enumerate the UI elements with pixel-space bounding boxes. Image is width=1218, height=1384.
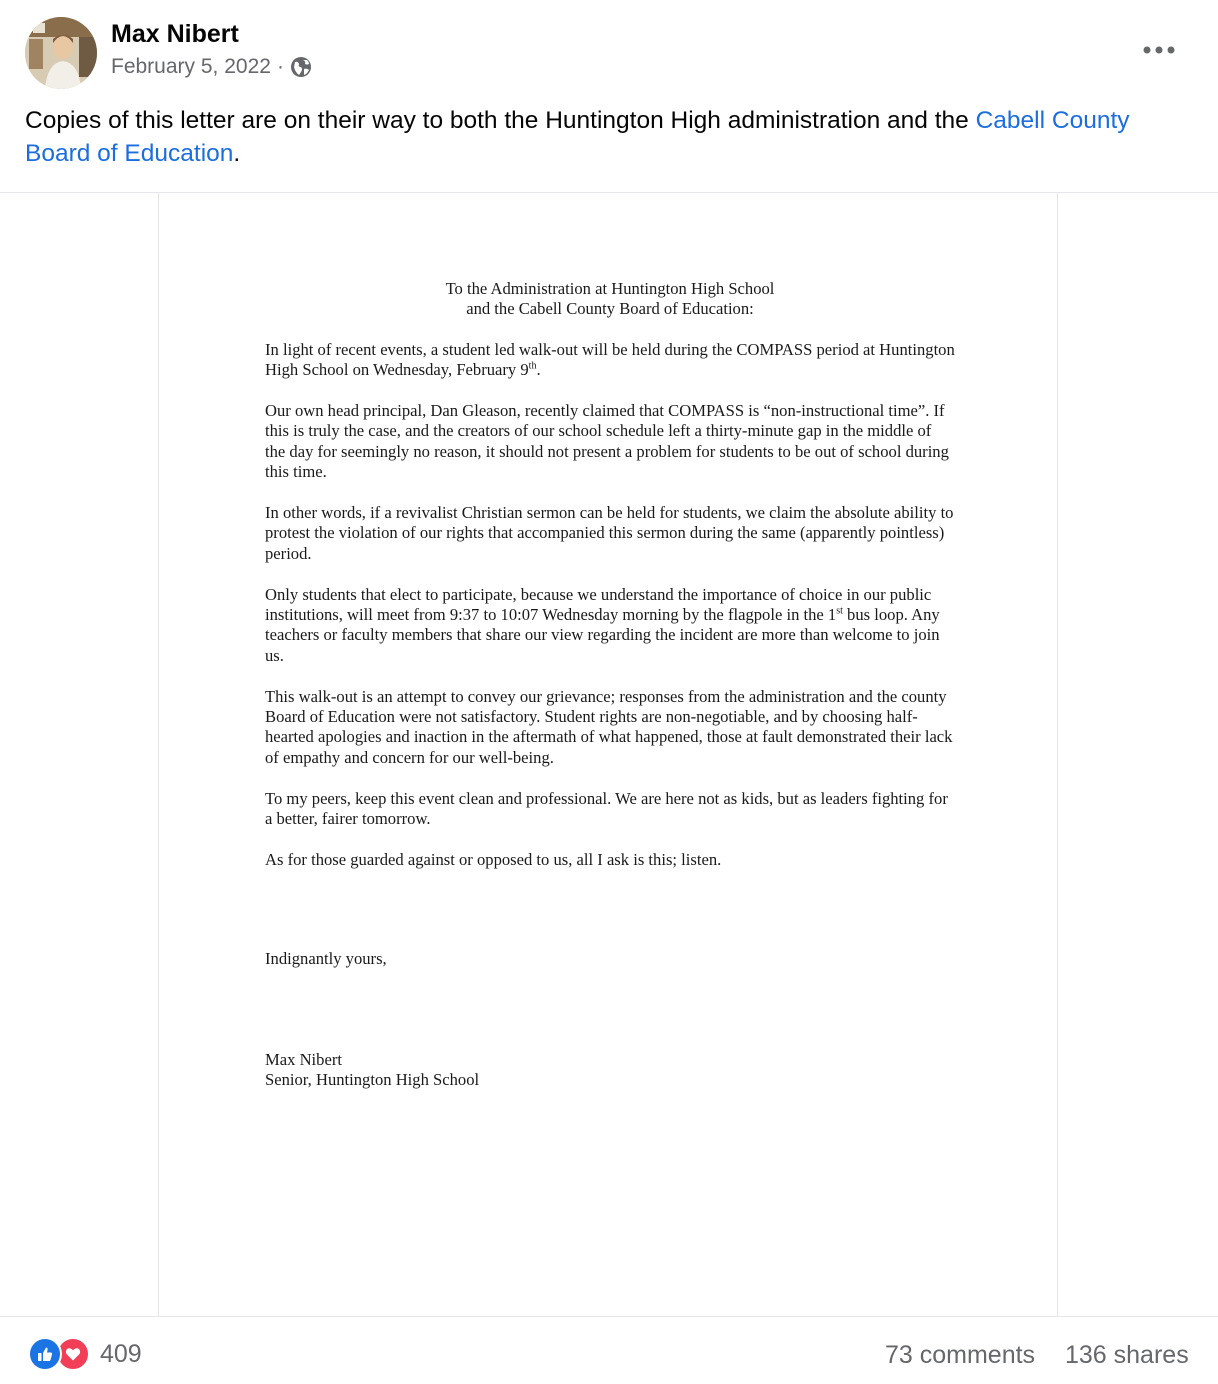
letter-signature: [265, 1050, 479, 1091]
meta-separator: ·: [276, 55, 284, 78]
signer-name: Max Nibert: [265, 1050, 342, 1069]
comments-count[interactable]: 73 comments: [885, 1341, 1036, 1369]
post-caption: [25, 104, 1195, 170]
caption-end: .: [233, 140, 241, 167]
letter-page: [158, 193, 1058, 1316]
shares-count[interactable]: 136 shares: [1065, 1341, 1189, 1369]
post-footer: [0, 1317, 1218, 1384]
caption-link[interactable]: Cabell County Board of Education: [25, 107, 1130, 167]
like-reaction-icon: [28, 1337, 62, 1371]
address-line-2: and the Cabell County Board of Education:: [466, 299, 754, 319]
letter-closing: Indignantly yours,: [265, 949, 387, 968]
letter-body: [265, 279, 955, 891]
post-header: [0, 0, 1218, 100]
address-line-1: To the Administration at Huntington High School: [445, 279, 775, 298]
signer-title: Senior, Huntington High School: [265, 1070, 480, 1090]
letter-paragraph: This walk-out is an attempt to convey our grievance; responses from the administration and the county Board of Education were not satisfactory. Student rights are non-negotiable, and by choosing half-hearted apologies and inaction in the aftermath of what happened, those at fault demonstrated their lack of empathy and concern for our well-being.: [265, 686, 953, 767]
caption-text: Copies of this letter are on their way to both the Huntington High administration and the: [25, 107, 976, 134]
letter-address: [265, 279, 955, 320]
post-meta: [111, 55, 312, 79]
letter-paragraph: Only students that elect to participate, because we understand the importance of choice in our public institutions, will meet from 9:37 to 10:07 Wednesday morning by the flagpole in the 1st bus loop. Any teachers or faculty members that share our view regarding the incident are more than welcome to join us.: [265, 584, 940, 665]
avatar-photo: [25, 17, 97, 89]
letter-paragraph: Our own head principal, Dan Gleason, recently claimed that COMPASS is “non-instructional time”. If this is truly the case, and the creators of our school schedule left a thirty-minute gap in the middle of the day for seemingly no reason, it should not present a problem for students to be out of school during this time.: [265, 401, 949, 482]
more-options-button[interactable]: [1135, 32, 1183, 68]
letter-paragraph: In other words, if a revivalist Christian sermon can be held for students, we claim the absolute ability to protest the violation of our rights that accompanied this sermon during the same (apparently pointless) period.: [265, 503, 954, 563]
letter-paragraph: To my peers, keep this event clean and professional. We are here not as kids, but as leaders fighting for a better, fairer tomorrow.: [265, 788, 948, 829]
post-image[interactable]: [0, 193, 1218, 1316]
globe-icon[interactable]: [290, 56, 312, 78]
reaction-count: 409: [100, 1339, 142, 1368]
letter-paragraph: In light of recent events, a student led walk-out will be held during the COMPASS period at Huntington High School on Wednesday, February 9th.: [265, 339, 955, 380]
letter-paragraph: As for those guarded against or opposed to us, all I ask is this; listen.: [265, 849, 722, 869]
author-avatar[interactable]: [25, 17, 97, 89]
post-date[interactable]: February 5, 2022: [111, 55, 271, 78]
more-options-icon: [1143, 46, 1175, 54]
author-name[interactable]: Max Nibert: [111, 20, 239, 48]
reactions-summary[interactable]: [28, 1337, 142, 1371]
